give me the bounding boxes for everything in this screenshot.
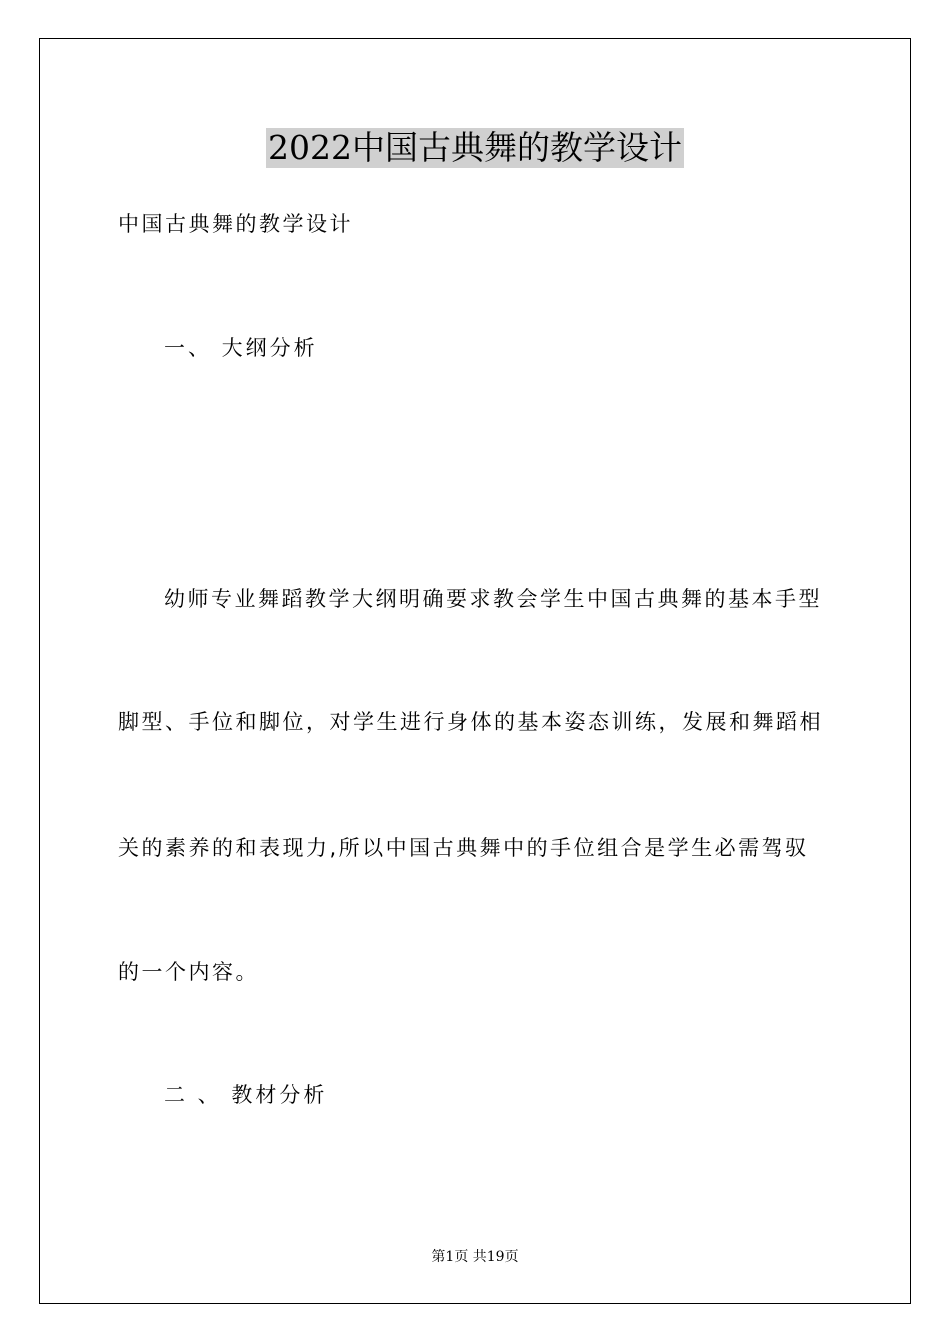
paragraph-line: 脚型、手位和脚位，对学生进行身体的基本姿态训练，发展和舞蹈相	[118, 710, 823, 734]
document-title: 2022中国古典舞的教学设计	[268, 128, 682, 167]
paragraph-line: 的一个内容。	[118, 960, 259, 984]
page-footer: 第1页 共19页	[431, 1249, 519, 1265]
paragraph-line: 关的素养的和表现力,所以中国古典舞中的手位组合是学生必需驾驭	[118, 836, 809, 860]
document-subtitle: 中国古典舞的教学设计	[118, 212, 353, 236]
title-container	[0, 128, 950, 168]
section-heading-material-analysis: 二 、 教材分析	[164, 1083, 328, 1107]
section-heading-outline-analysis: 一、 大纲分析	[164, 336, 318, 360]
paragraph-line: 幼师专业舞蹈教学大纲明确要求教会学生中国古典舞的基本手型	[164, 587, 822, 611]
